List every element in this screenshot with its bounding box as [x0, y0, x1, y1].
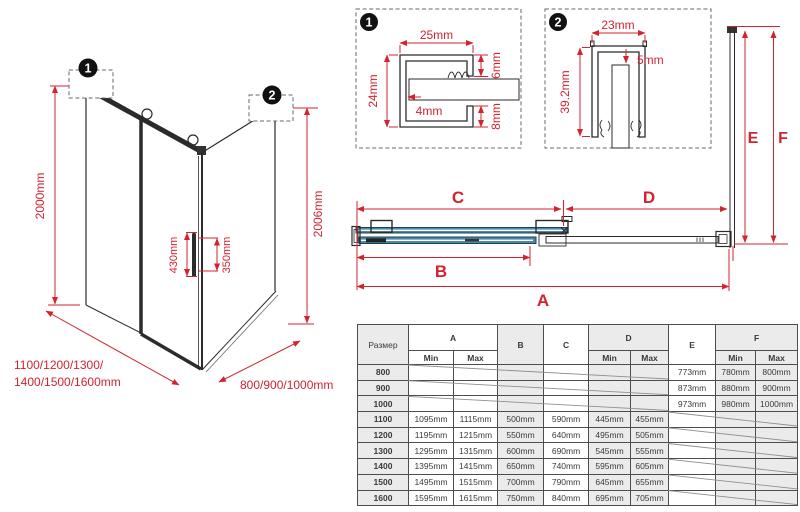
f-min-cell: 780mm: [716, 365, 756, 381]
size-cell: 800: [358, 365, 409, 381]
d-max-cell: 555mm: [631, 443, 669, 459]
table-row-1600: [358, 490, 798, 506]
detail-1-box: [356, 9, 521, 148]
d-max-cell: [631, 365, 669, 381]
f-min-cell: [716, 427, 756, 443]
b-cell: 700mm: [498, 474, 544, 490]
d-min-cell: [589, 380, 631, 396]
d-min-cell: [589, 396, 631, 412]
a-min-cell: 1095mm: [409, 412, 454, 428]
size-header: Размер: [358, 325, 409, 365]
f-min-header: Min: [716, 351, 756, 365]
size-cell: 1200: [358, 427, 409, 443]
size-cell: 1400: [358, 459, 409, 475]
detail-1-number: 1: [365, 15, 373, 30]
d-min-cell: 695mm: [589, 490, 631, 506]
d-max-cell: 705mm: [631, 490, 669, 506]
size-table: [357, 324, 798, 506]
c-cell: [544, 380, 589, 396]
e-cell: [669, 443, 716, 459]
dim-label-b: B: [434, 262, 448, 281]
a-max-cell: 1115mm: [454, 412, 498, 428]
f-max-cell: [756, 490, 798, 506]
dim-profile2-width: 23mm: [601, 18, 635, 32]
iso-dimensions: [14, 86, 333, 392]
callout-1-marker: [69, 59, 113, 99]
d-max-cell: [631, 380, 669, 396]
e-cell: [669, 412, 716, 428]
b-cell: 750mm: [498, 490, 544, 506]
f-min-cell: [716, 443, 756, 459]
b-cell: 650mm: [498, 459, 544, 475]
d-max-header: Max: [631, 351, 669, 365]
a-max-cell: [454, 396, 498, 412]
dim-profile1-width: 25mm: [419, 28, 454, 42]
col-header-c: C: [544, 325, 589, 365]
f-max-cell: 900mm: [756, 380, 798, 396]
size-cell: 1100: [358, 412, 409, 428]
iso-frame-lines: [83, 83, 279, 372]
a-min-cell: 1495mm: [409, 474, 454, 490]
callout-1-number: 1: [84, 61, 92, 76]
table-row-800: [358, 365, 798, 381]
plan-fixed-panel: [546, 237, 718, 244]
e-cell: 873mm: [669, 380, 716, 396]
table-row-1300: [358, 443, 798, 459]
dim-front-widths-line2: 1400/1500/1600mm: [14, 375, 121, 389]
d-min-header: Min: [589, 351, 631, 365]
f-max-cell: 1000mm: [756, 396, 798, 412]
c-cell: 740mm: [544, 459, 589, 475]
callout-2-number: 2: [268, 88, 276, 103]
f-min-cell: 880mm: [716, 380, 756, 396]
table-row-1200: [358, 427, 798, 443]
size-cell: 1000: [358, 396, 409, 412]
d-min-cell: 445mm: [589, 412, 631, 428]
a-min-cell: 1195mm: [409, 427, 454, 443]
a-min-cell: 1295mm: [409, 443, 454, 459]
dim-front-widths-line1: 1100/1200/1300/: [14, 358, 104, 372]
a-max-cell: [454, 380, 498, 396]
f-min-cell: [716, 412, 756, 428]
table-row-1000: [358, 396, 798, 412]
dim-handle-height: 430mm: [168, 236, 180, 274]
c-cell: [544, 396, 589, 412]
e-cell: 973mm: [669, 396, 716, 412]
d-min-cell: 595mm: [589, 459, 631, 475]
col-header-d: D: [589, 325, 669, 351]
dim-profile2-height: 39.2mm: [558, 70, 572, 114]
dim-profile1-upper-gap: 6mm: [489, 52, 503, 79]
detail-2-box: [545, 9, 711, 148]
f-max-cell: [756, 459, 798, 475]
f-min-cell: [716, 474, 756, 490]
dim-height-left: 2000mm: [33, 172, 47, 220]
d-max-cell: [631, 396, 669, 412]
d-max-cell: 605mm: [631, 459, 669, 475]
b-cell: 550mm: [498, 427, 544, 443]
f-max-cell: [756, 443, 798, 459]
e-cell: [669, 459, 716, 475]
b-cell: [498, 365, 544, 381]
f-max-cell: [756, 412, 798, 428]
a-max-cell: 1215mm: [454, 427, 498, 443]
e-cell: [669, 474, 716, 490]
e-cell: [669, 490, 716, 506]
table-row-1100: [358, 412, 798, 428]
detail-2-number: 2: [554, 15, 562, 30]
size-cell: 1300: [358, 443, 409, 459]
dim-profile1-glass-gap: 4mm: [415, 104, 443, 118]
f-min-cell: [716, 459, 756, 475]
c-cell: 690mm: [544, 443, 589, 459]
b-cell: 500mm: [498, 412, 544, 428]
dim-label-d: D: [642, 188, 656, 207]
f-max-cell: [756, 474, 798, 490]
b-cell: [498, 380, 544, 396]
a-max-cell: [454, 365, 498, 381]
a-min-header: Min: [409, 351, 454, 365]
b-cell: [498, 396, 544, 412]
col-header-a: A: [409, 325, 498, 351]
f-min-cell: [716, 490, 756, 506]
dim-side-widths: 800/900/1000mm: [240, 378, 334, 392]
table-row-900: [358, 380, 798, 396]
a-max-cell: 1515mm: [454, 474, 498, 490]
f-max-cell: [756, 427, 798, 443]
e-cell: 773mm: [669, 365, 716, 381]
a-min-cell: 1595mm: [409, 490, 454, 506]
a-min-cell: [409, 396, 454, 412]
dim-label-a: A: [536, 291, 550, 310]
table-row-1400: [358, 459, 798, 475]
table-row-1500: [358, 474, 798, 490]
d-max-cell: 455mm: [631, 412, 669, 428]
col-header-e: E: [669, 325, 716, 365]
dim-height-right: 2006mm: [311, 190, 325, 238]
dim-label-c: C: [451, 188, 465, 207]
col-header-f: F: [716, 325, 798, 351]
d-max-cell: 505mm: [631, 427, 669, 443]
c-cell: 640mm: [544, 427, 589, 443]
door-handle: [192, 233, 196, 277]
a-max-cell: 1315mm: [454, 443, 498, 459]
a-min-cell: 1395mm: [409, 459, 454, 475]
c-cell: 590mm: [544, 412, 589, 428]
e-cell: [669, 427, 716, 443]
dim-profile1-height: 24mm: [366, 74, 380, 108]
size-cell: 900: [358, 380, 409, 396]
d-max-cell: 655mm: [631, 474, 669, 490]
c-cell: 790mm: [544, 474, 589, 490]
a-max-cell: 1615mm: [454, 490, 498, 506]
a-min-cell: [409, 380, 454, 396]
c-cell: [544, 365, 589, 381]
dim-label-e: E: [747, 130, 759, 147]
dim-label-f: F: [778, 130, 788, 147]
plan-door-handle: [366, 238, 386, 242]
col-header-b: B: [498, 325, 544, 365]
d-min-cell: 545mm: [589, 443, 631, 459]
f-max-cell: 800mm: [756, 365, 798, 381]
size-cell: 1600: [358, 490, 409, 506]
iso-view: [14, 59, 333, 393]
plan-wall: [716, 26, 737, 248]
a-max-header: Max: [454, 351, 498, 365]
dim-handle-offset: 350mm: [221, 236, 233, 274]
f-min-cell: 980mm: [716, 396, 756, 412]
dim-profile2-glass-inset: 5mm: [637, 53, 664, 67]
size-cell: 1500: [358, 474, 409, 490]
c-cell: 840mm: [544, 490, 589, 506]
a-max-cell: 1415mm: [454, 459, 498, 475]
callout-2-marker: [249, 86, 293, 122]
f-max-header: Max: [756, 351, 798, 365]
d-min-cell: [589, 365, 631, 381]
b-cell: 600mm: [498, 443, 544, 459]
d-min-cell: 645mm: [589, 474, 631, 490]
d-min-cell: 495mm: [589, 427, 631, 443]
dim-profile1-lower-gap: 8mm: [489, 103, 503, 130]
a-min-cell: [409, 365, 454, 381]
plan-track-and-door: [352, 217, 572, 247]
